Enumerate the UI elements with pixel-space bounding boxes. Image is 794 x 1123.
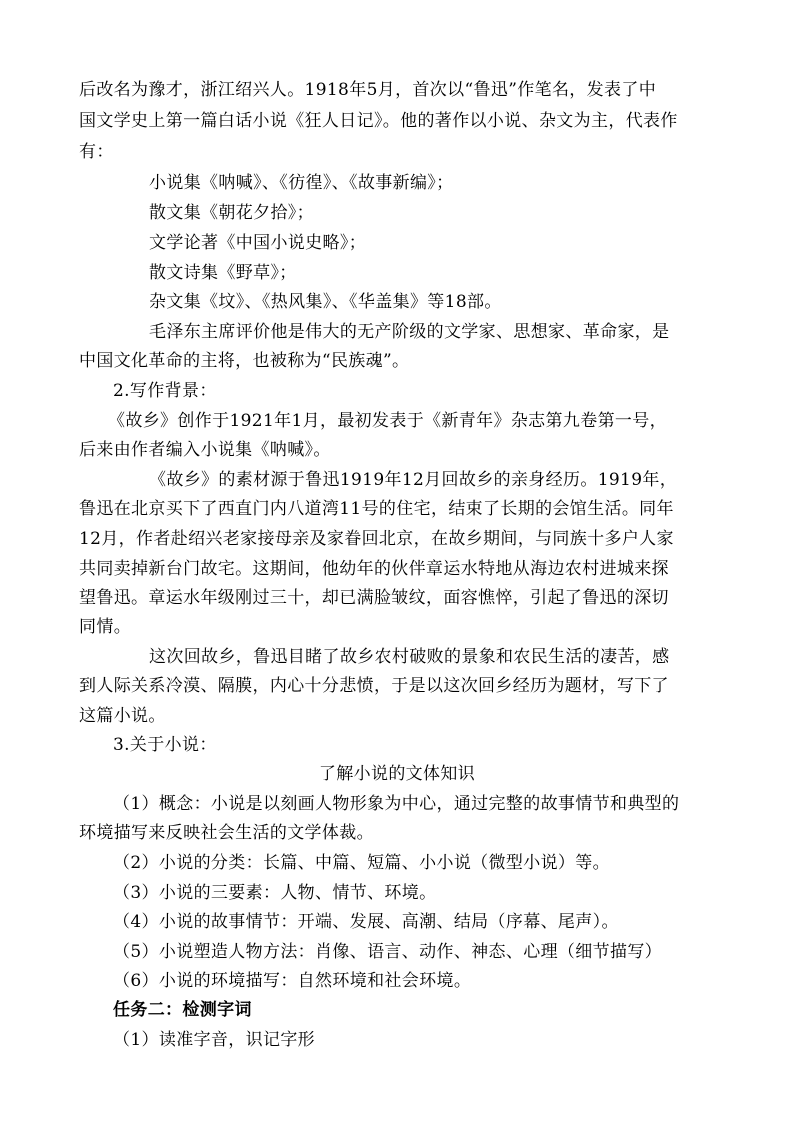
evaluation-line-2: 中国文化革命的主将，也被称为“民族魂”。 bbox=[79, 351, 410, 371]
works-item: 散文诗集《野草》； bbox=[149, 263, 297, 283]
novel-item: （6）小说的环境描写：自然环境和社会环境。 bbox=[113, 971, 472, 991]
intro-line-3: 有： bbox=[79, 142, 114, 162]
background-p2-line: 同情。 bbox=[79, 617, 132, 637]
evaluation-line-1: 毛泽东主席评价他是伟大的无产阶级的文学家、思想家、革命家，是 bbox=[149, 322, 670, 342]
background-p2-line: 望鲁迅。章运水年级刚过三十，却已满脸皱纹，面容憔悴，引起了鲁迅的深切 bbox=[79, 588, 669, 608]
works-item: 文学论著《中国小说史略》； bbox=[149, 233, 367, 253]
novel-item: （3）小说的三要素：人物、情节、环境。 bbox=[113, 883, 437, 903]
works-item: 散文集《朝花夕拾》； bbox=[149, 203, 314, 223]
novel-item: （5）小说塑造人物方法：肖像、语言、动作、神态、心理（细节描写） bbox=[113, 942, 663, 962]
works-item: 杂文集《坟》、《热风集》、《华盖集》等18部。 bbox=[149, 292, 502, 312]
novel-item: （4）小说的故事情节：开端、发展、高潮、结局（序幕、尾声）。 bbox=[113, 912, 619, 932]
background-p3-line: 到人际关系冷漠、隔膜，内心十分悲愤，于是以这次回乡经历为题材，写下了 bbox=[79, 676, 669, 696]
task2-item: （1）读准字音，识记字形 bbox=[113, 1030, 316, 1050]
novel-heading: 3.关于小说： bbox=[113, 735, 217, 755]
background-p3-line: 这次回故乡，鲁迅目睹了故乡农村破败的景象和农民生活的凄苦，感 bbox=[149, 647, 670, 667]
background-p1-line: 后来由作者编入小说集《呐喊》。 bbox=[79, 440, 331, 460]
intro-line-1: 后改名为豫才，浙江绍兴人。1918年5月，首次以“鲁迅”作笔名，发表了中 bbox=[79, 80, 657, 100]
novel-item: 环境描写来反映社会生活的文学体裁。 bbox=[79, 823, 374, 843]
novel-subtitle: 了解小说的文体知识 bbox=[318, 764, 476, 784]
background-p2-line: 《故乡》的素材源于鲁迅1919年12月回故乡的亲身经历。1919年， bbox=[149, 470, 678, 490]
novel-item: （1）概念：小说是以刻画人物形象为中心，通过完整的故事情节和典型的 bbox=[113, 794, 680, 814]
intro-line-2: 国文学史上第一篇白话小说《狂人日记》。他的著作以小说、杂文为主，代表作 bbox=[79, 111, 678, 131]
background-p2-line: 12月，作者赴绍兴老家接母亲及家眷回北京，在故乡期间，与同族十多户人家 bbox=[79, 529, 674, 549]
background-heading: 2.写作背景： bbox=[113, 381, 217, 401]
background-p3-line: 这篇小说。 bbox=[79, 706, 166, 726]
novel-item: （2）小说的分类：长篇、中篇、短篇、小小说（微型小说）等。 bbox=[113, 853, 610, 873]
background-p2-line: 鲁迅在北京买下了西直门内八道湾11号的住宅，结束了长期的会馆生活。同年 bbox=[79, 499, 674, 519]
background-p1-line: 《故乡》创作于1921年1月，最初发表于《新青年》杂志第九卷第一号， bbox=[108, 411, 667, 431]
works-item: 小说集《呐喊》、《彷徨》、《故事新编》； bbox=[149, 173, 454, 193]
task2-heading: 任务二：检测字词 bbox=[113, 1000, 252, 1020]
background-p2-line: 共同卖掉新台门故宅。这期间，他幼年的伙伴章运水特地从海边农村进城来探 bbox=[79, 559, 669, 579]
